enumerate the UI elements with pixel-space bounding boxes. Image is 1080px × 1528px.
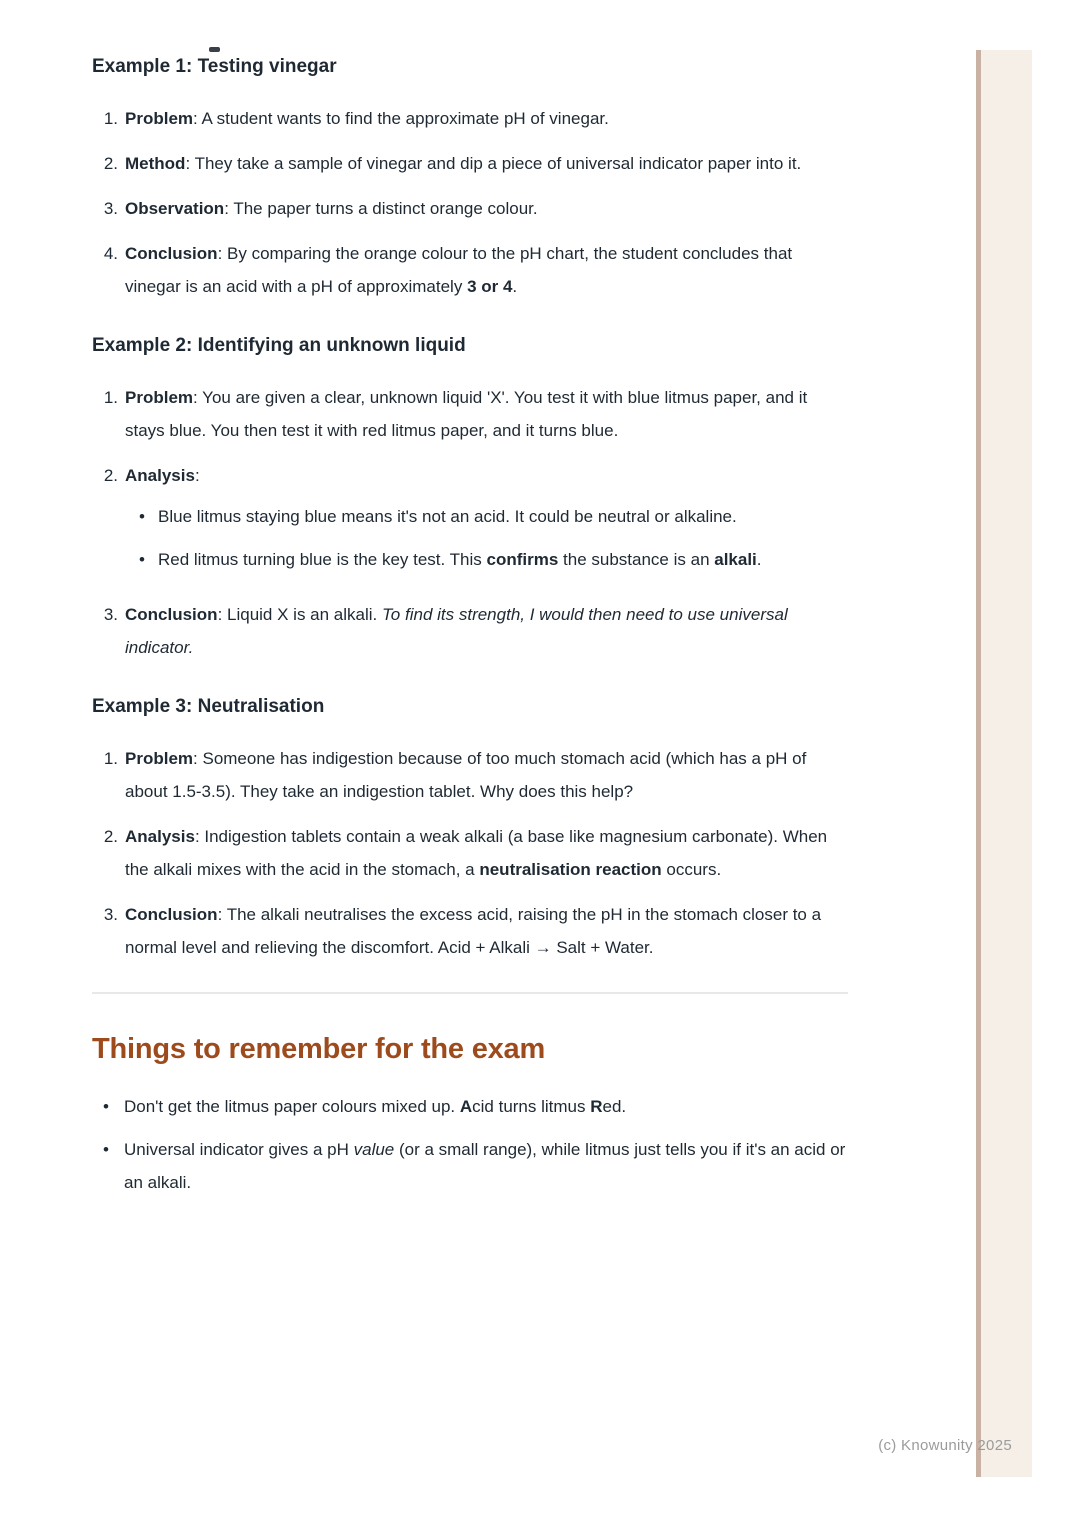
list-item	[92, 147, 848, 180]
text-run: value	[353, 1140, 395, 1159]
section-heading: Example 2: Identifying an unknown liquid	[92, 335, 466, 356]
list-item-text	[125, 237, 848, 303]
text-run: 3 or 4	[467, 277, 513, 296]
sub-bullet-list	[125, 500, 848, 576]
section-divider	[92, 992, 848, 994]
list-item-text	[125, 820, 848, 886]
text-run: Analysis	[125, 827, 195, 846]
text-run: : Someone has indigestion because of too much stomach acid (which has a pH of about 1.5-3.5). They take an indigestion tablet. Why does this help?	[125, 749, 807, 801]
list-item-text	[125, 598, 848, 664]
text-run: (or a small range), while litmus just tells you if it's an acid or an alkali.	[124, 1140, 846, 1192]
exam-tip-item	[92, 1090, 848, 1123]
text-run: : Indigestion tablets contain a weak alkali (a base like magnesium carbonate). When the alkali mixes with the acid in the stomach, a	[125, 827, 828, 879]
text-run: Conclusion	[125, 244, 218, 263]
list-item-text	[125, 381, 848, 447]
list-item	[92, 742, 848, 808]
numbered-list	[92, 742, 848, 964]
text-run: : Liquid X is an alkali.	[217, 605, 382, 624]
text-run: confirms	[486, 550, 559, 569]
text-run: Red litmus turning blue is the key test. This	[158, 550, 487, 569]
text-run: Conclusion	[125, 605, 218, 624]
text-run: Problem	[125, 749, 194, 768]
list-item-number: 1.	[103, 109, 118, 128]
text-run: : The alkali neutralises the excess acid, raising the pH in the stomach closer to a normal level and relieving the discomfort. Acid + Alkali → Salt + Water.	[125, 905, 822, 957]
text-run: : By comparing the orange colour to the pH chart, the student concludes that vinegar is an acid with a pH of approximately	[125, 244, 793, 296]
exam-tips-heading: Things to remember for the exam	[92, 1033, 546, 1065]
text-run: : They take a sample of vinegar and dip a piece of universal indicator paper into it.	[185, 154, 802, 173]
text-run: Universal indicator gives a pH	[124, 1140, 354, 1159]
list-item	[92, 102, 848, 135]
list-item-number: 2.	[103, 154, 118, 173]
text-run: Problem	[125, 388, 194, 407]
list-item	[92, 820, 848, 886]
text-run: cid turns litmus	[472, 1097, 591, 1116]
numbered-list	[92, 102, 848, 303]
list-item-text	[125, 147, 848, 180]
list-item-number: 2.	[103, 466, 118, 485]
list-item-number: 4.	[103, 244, 118, 263]
list-item-number: 1.	[103, 749, 118, 768]
list-item-text	[125, 102, 848, 135]
text-run: .	[756, 550, 762, 569]
text-run: .	[512, 277, 518, 296]
text-run: : You are given a clear, unknown liquid 'X'. You test it with blue litmus paper, and it stays blue. You then test it with red litmus paper, and it turns blue.	[125, 388, 808, 440]
list-item	[92, 598, 848, 664]
list-item-number: 3.	[103, 905, 118, 924]
copyright-text: (c) Knowunity 2025	[878, 1437, 1012, 1454]
list-item-text	[125, 192, 848, 225]
section-heading: Example 3: Neutralisation	[92, 696, 325, 717]
text-run: neutralisation reaction	[479, 860, 662, 879]
list-item	[92, 898, 848, 964]
list-item-text	[125, 742, 848, 808]
text-run: Observation	[125, 199, 225, 218]
exam-tip-item	[92, 1133, 848, 1199]
example-sections	[92, 54, 848, 964]
list-item-number: 3.	[103, 605, 118, 624]
text-run: Conclusion	[125, 905, 218, 924]
list-item-text	[125, 898, 848, 964]
exam-tips-list	[92, 1090, 848, 1199]
text-run: Don't get the litmus paper colours mixed up.	[124, 1097, 460, 1116]
list-item-number: 1.	[103, 388, 118, 407]
list-item-number: 3.	[103, 199, 118, 218]
text-run: ed.	[602, 1097, 627, 1116]
text-run: Analysis	[125, 466, 195, 485]
list-item	[92, 459, 848, 586]
sub-bullet-item	[125, 543, 848, 576]
section-heading: Example 1: Testing vinegar	[92, 56, 337, 77]
text-run: Blue litmus staying blue means it's not an acid. It could be neutral or alkaline.	[158, 507, 737, 526]
text-run: : A student wants to find the approximate pH of vinegar.	[193, 109, 609, 128]
text-run: Problem	[125, 109, 194, 128]
text-run: occurs.	[661, 860, 722, 879]
numbered-list	[92, 381, 848, 664]
text-run: R	[590, 1097, 603, 1116]
text-run: Method	[125, 154, 186, 173]
text-run: : The paper turns a distinct orange colour.	[224, 199, 538, 218]
text-run: To find its strength, I would then need to use universal indicator.	[125, 605, 788, 657]
list-item	[92, 381, 848, 447]
list-item	[92, 192, 848, 225]
list-item	[92, 237, 848, 303]
sub-bullet-item	[125, 500, 848, 533]
text-run: the substance is an	[558, 550, 715, 569]
text-run: :	[194, 466, 200, 485]
list-item-text	[125, 459, 848, 586]
list-item-number: 2.	[103, 827, 118, 846]
text-run: A	[459, 1097, 473, 1116]
text-run: alkali	[714, 550, 757, 569]
